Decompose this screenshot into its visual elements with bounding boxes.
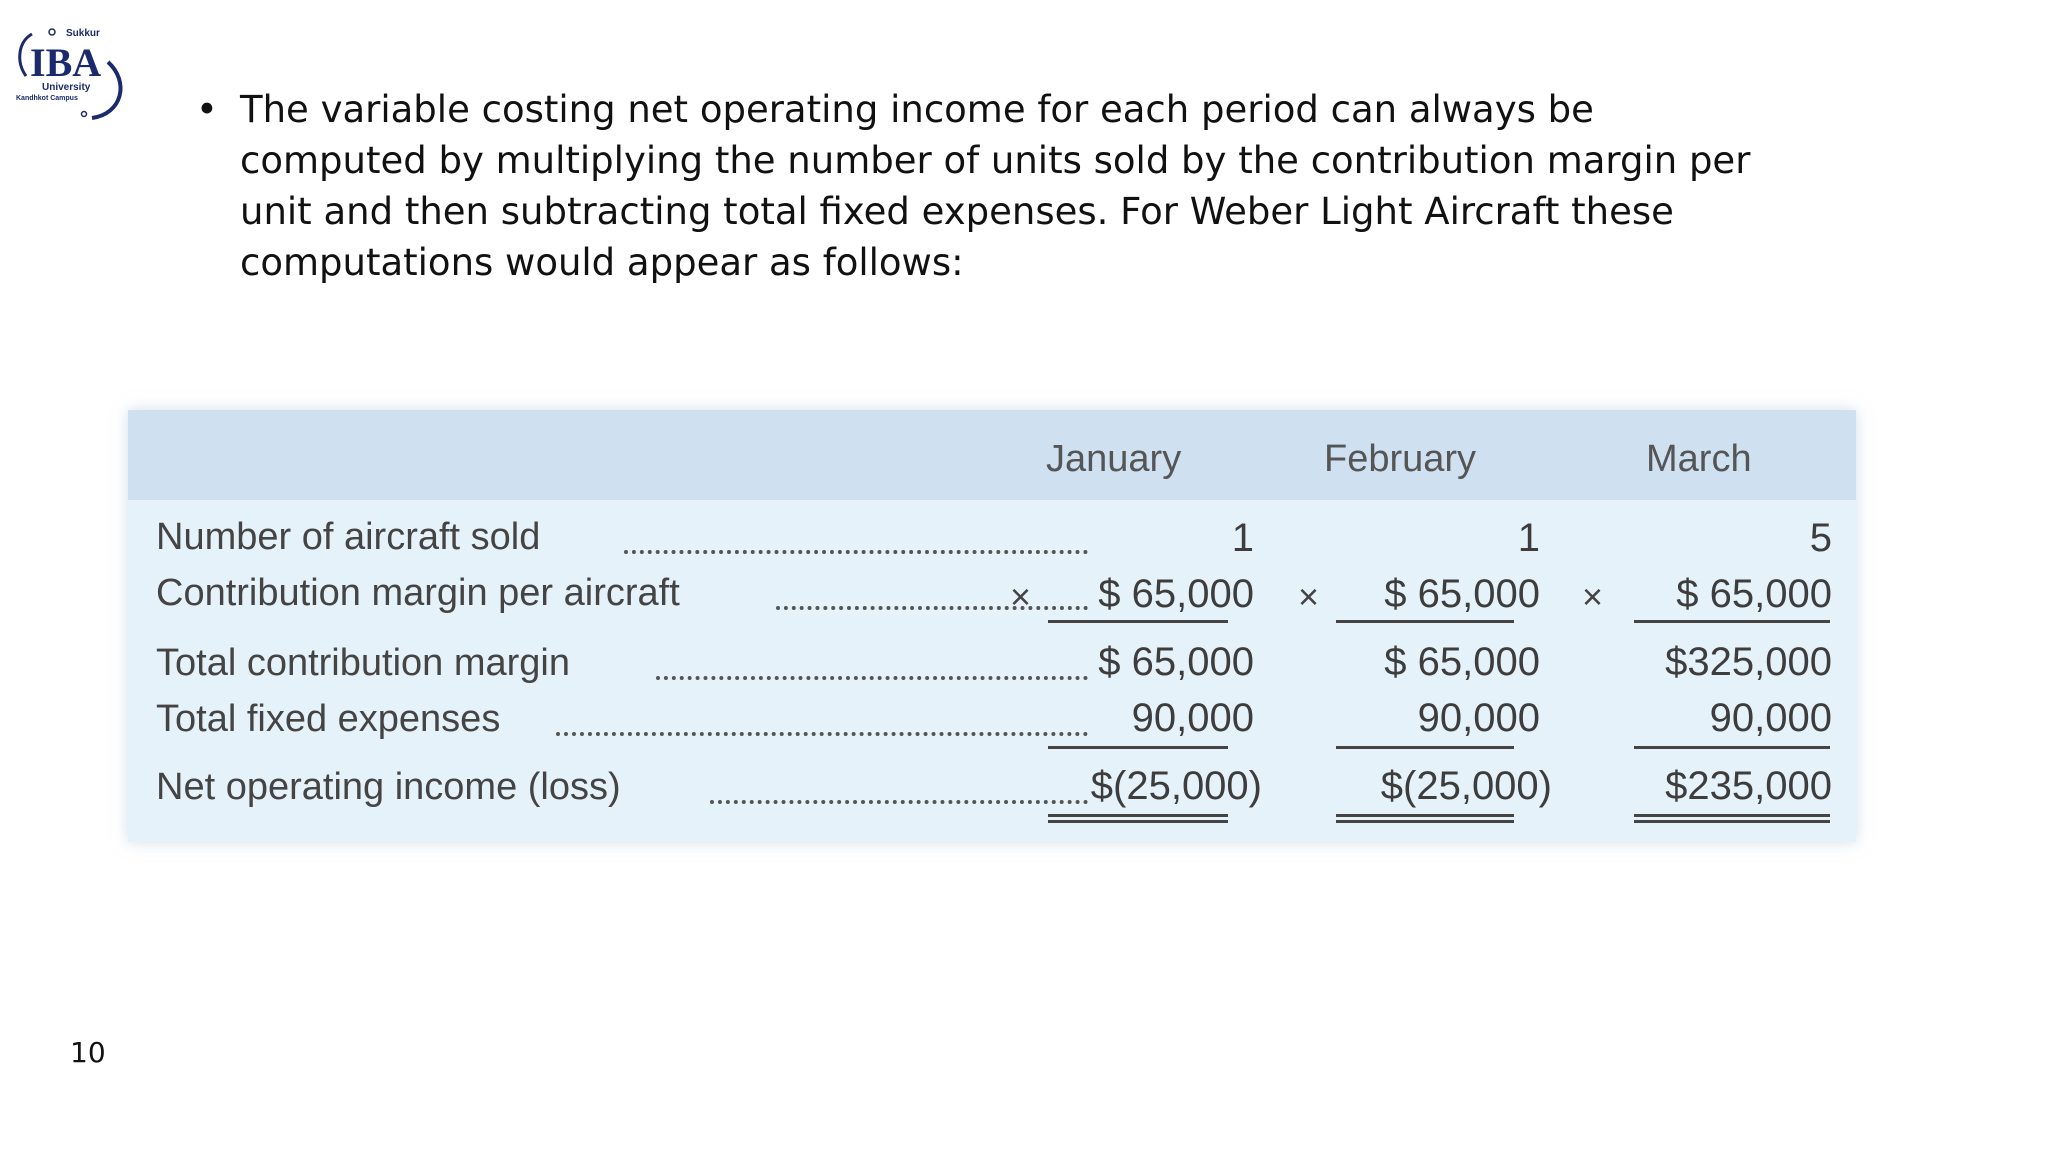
cell-march-cm: $ 65,000 [1676, 572, 1832, 616]
column-header-march: March [1646, 438, 1752, 480]
double-underline [1336, 814, 1514, 823]
underline [1048, 620, 1228, 623]
cell-february-cm: $ 65,000 [1384, 572, 1540, 616]
multiply-sign: × [1298, 576, 1320, 617]
underline [1336, 746, 1514, 749]
double-underline [1634, 814, 1830, 823]
page-number: 10 [70, 1036, 106, 1069]
row-label-total-cm: Total contribution margin [156, 642, 570, 684]
cell-march-total-cm: $325,000 [1665, 640, 1832, 684]
cell-february-net: $(25,000) [1380, 764, 1552, 808]
cell-january-total-cm: $ 65,000 [1098, 640, 1254, 684]
double-underline [1048, 814, 1228, 823]
cell-february-total-cm: $ 65,000 [1384, 640, 1540, 684]
cell-march-fixed: 90,000 [1709, 696, 1832, 740]
row-label-units-sold: Number of aircraft sold [156, 516, 541, 558]
row-leader [776, 602, 1088, 610]
column-header-january: January [1046, 438, 1182, 480]
cell-january-fixed: 90,000 [1131, 696, 1254, 740]
cell-march-units: 5 [1809, 516, 1832, 560]
underline [1634, 746, 1830, 749]
underline [1048, 746, 1228, 749]
cell-january-units: 1 [1231, 516, 1254, 560]
logo-main-text: IBA [30, 40, 102, 85]
logo-top-text: Sukkur [66, 28, 100, 39]
bullet-paragraph [196, 84, 1776, 288]
row-leader [556, 728, 1088, 736]
cell-february-units: 1 [1517, 516, 1540, 560]
row-label-cm-per-unit: Contribution margin per aircraft [156, 572, 680, 614]
row-leader [710, 796, 1088, 804]
row-leader [624, 546, 1088, 554]
multiply-sign: × [1010, 576, 1032, 617]
income-table [128, 410, 1856, 842]
cell-january-cm: $ 65,000 [1098, 572, 1254, 616]
bullet-symbol: • [196, 88, 218, 131]
logo-sub2-text: Kandhkot Campus [16, 95, 78, 102]
logo-sub1-text: University [42, 82, 91, 93]
cell-february-fixed: 90,000 [1417, 696, 1540, 740]
underline [1634, 620, 1830, 623]
bullet-text: The variable costing net operating income for each period can always be computed by multiplying the number of units sold by the contribution margin per unit and then subtracting total fixed expenses. For Weber Light Aircraft these computations would appear as follows: [240, 88, 1751, 284]
university-logo [12, 22, 130, 122]
underline [1336, 620, 1514, 623]
row-label-net-income: Net operating income (loss) [156, 766, 621, 808]
multiply-sign: × [1582, 576, 1604, 617]
table-header [128, 410, 1856, 500]
cell-january-net: $(25,000) [1090, 764, 1262, 808]
column-header-february: February [1324, 438, 1477, 480]
row-leader [656, 672, 1088, 680]
cell-march-net: $235,000 [1665, 764, 1832, 808]
row-label-fixed-expenses: Total fixed expenses [156, 698, 501, 740]
